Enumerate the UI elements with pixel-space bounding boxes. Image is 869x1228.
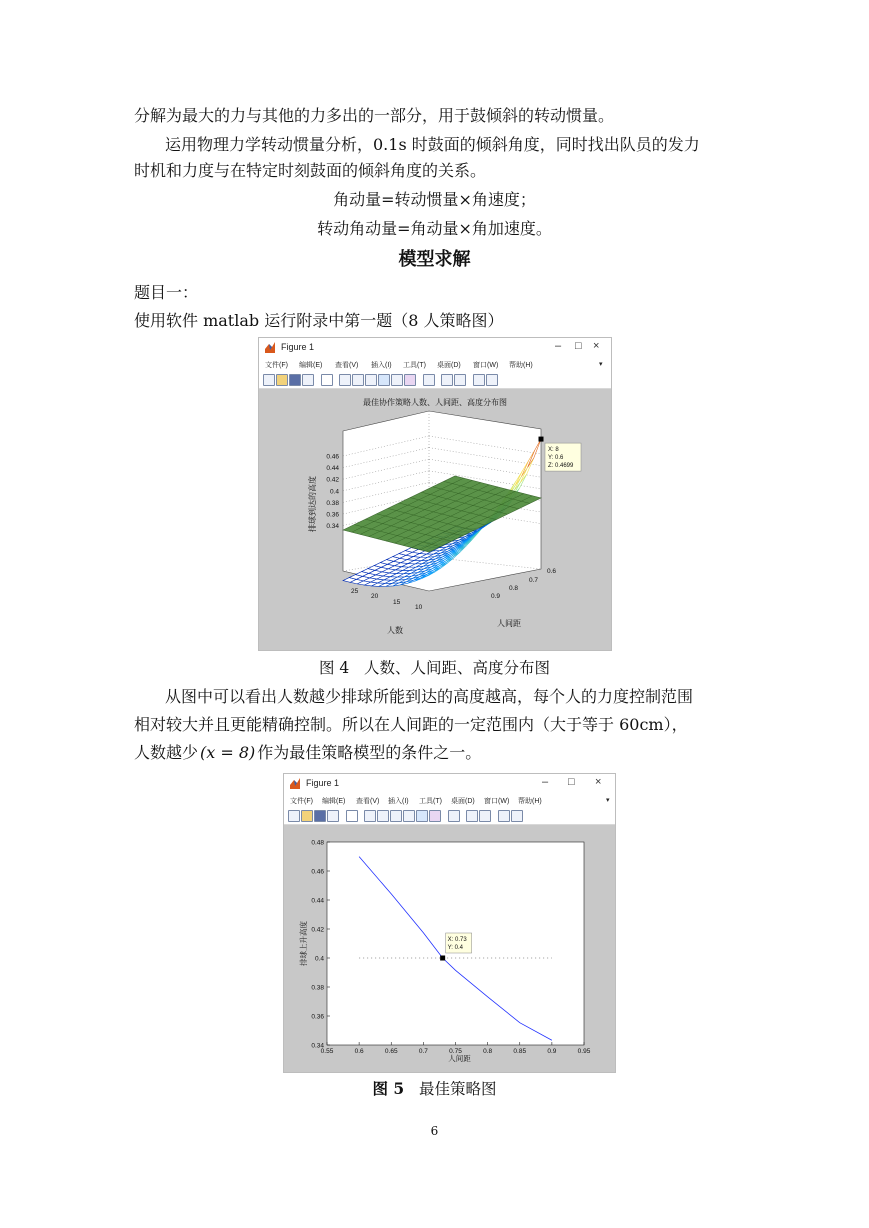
show-plot-tools-icon[interactable] — [511, 810, 523, 822]
legend-icon[interactable] — [479, 810, 491, 822]
figure5-menubar — [284, 794, 615, 808]
y-tick-label: 0.38 — [311, 984, 324, 992]
line-chart — [284, 825, 615, 1072]
y-tick-label: 0.42 — [311, 926, 324, 934]
menu-window[interactable]: 窗口(W) — [473, 362, 499, 369]
new-figure-icon[interactable] — [288, 810, 300, 822]
hide-plot-tools-icon[interactable] — [498, 810, 510, 822]
paragraph-text: 作为最佳策略模型的条件之一。 — [257, 743, 482, 762]
figure5-window — [283, 773, 616, 1073]
x-tick-label: 0.7 — [418, 1048, 428, 1055]
figure4-caption-text: 人数、人间距、高度分布图 — [364, 659, 551, 677]
menu-file[interactable]: 文件(F) — [290, 798, 313, 805]
minimize-button[interactable]: – — [542, 776, 549, 788]
formula-line: 角动量=转动惯量×角速度； — [333, 190, 536, 209]
datatip-label: X: 8 — [548, 447, 559, 454]
figure4-canvas — [259, 389, 611, 650]
datatip-label: X: 0.73 — [447, 937, 467, 943]
y-tick-label: 0.34 — [311, 1042, 324, 1050]
y-tick-label: 25 — [351, 588, 359, 595]
menu-insert[interactable]: 插入(I) — [388, 798, 409, 805]
y-tick-label: 0.44 — [311, 897, 324, 905]
zoom-out-icon[interactable] — [377, 810, 389, 822]
question-label: 题目一： — [134, 283, 199, 302]
y-tick-label: 15 — [393, 599, 401, 606]
figure5-toolbar — [284, 808, 615, 825]
matlab-logo-icon — [290, 778, 300, 789]
x-tick-label: 0.55 — [320, 1048, 334, 1055]
rotate-icon[interactable] — [403, 810, 415, 822]
x-tick-label: 0.6 — [547, 568, 557, 575]
paragraph-line: 运用物理力学转动惯量分析，0.1s 时鼓面的倾斜角度，同时找出队员的发力 — [165, 135, 700, 154]
z-tick-label: 0.46 — [326, 453, 339, 461]
x-tick-label: 0.9 — [547, 1048, 557, 1055]
print-icon[interactable] — [302, 374, 314, 386]
datatip-label: Y: 0.4 — [447, 945, 464, 951]
menu-edit[interactable]: 编辑(E) — [299, 362, 323, 369]
datatip-label: Z: 0.4699 — [548, 463, 574, 470]
menu-desktop[interactable]: 桌面(D) — [437, 362, 461, 369]
paragraph-line: 分解为最大的力与其他的力多出的一部分，用于鼓倾斜的转动惯量。 — [134, 106, 615, 125]
pan-icon[interactable] — [390, 810, 402, 822]
print-icon[interactable] — [327, 810, 339, 822]
z-tick-label: 0.4 — [329, 488, 339, 496]
paragraph-line: 时机和力度与在特定时刻鼓面的倾斜角度的关系。 — [134, 161, 487, 180]
page-number: 6 — [430, 1124, 439, 1138]
new-figure-icon[interactable] — [263, 374, 275, 386]
paragraph-line — [134, 742, 481, 764]
figure5-caption — [0, 1078, 869, 1100]
menu-window[interactable]: 窗口(W) — [484, 798, 510, 805]
figure5-caption-number: 图 5 — [372, 1079, 405, 1098]
datatip-marker — [539, 437, 544, 442]
math-expression: (x = 8) — [200, 743, 256, 762]
figure4-caption-number: 图 4 — [318, 659, 350, 677]
figure4-title: Figure 1 — [281, 342, 315, 352]
menu-edit[interactable]: 编辑(E) — [322, 798, 346, 805]
x-tick-label: 0.65 — [384, 1048, 398, 1055]
menu-tools[interactable]: 工具(T) — [403, 362, 426, 369]
x-tick-label: 0.9 — [491, 593, 501, 600]
menu-tools[interactable]: 工具(T) — [419, 798, 442, 805]
close-button[interactable]: × — [595, 776, 602, 788]
figure5-caption-text: 最佳策略图 — [418, 1080, 497, 1098]
question-description: 使用软件 matlab 运行附录中第一题（8 人策略图） — [134, 311, 504, 330]
x-tick-label: 0.8 — [483, 1048, 493, 1055]
datatip-label: Y: 0.6 — [548, 455, 564, 462]
maximize-button[interactable]: □ — [575, 340, 582, 352]
z-tick-label: 0.42 — [326, 476, 339, 484]
colorbar-icon[interactable] — [466, 810, 478, 822]
link-icon[interactable] — [448, 810, 460, 822]
menu-view[interactable]: 查看(V) — [335, 362, 359, 369]
datatip-marker — [440, 956, 445, 961]
z-tick-label: 0.34 — [326, 523, 339, 531]
y-tick-label: 0.46 — [311, 868, 324, 876]
x-tick-label: 0.8 — [509, 585, 519, 592]
brush-icon[interactable] — [429, 810, 441, 822]
maximize-button[interactable]: □ — [568, 776, 575, 788]
y-axis-label: 人数 — [387, 626, 403, 635]
open-file-icon[interactable] — [276, 374, 288, 386]
save-icon[interactable] — [289, 374, 301, 386]
figure4-caption — [0, 657, 869, 679]
brush-icon[interactable] — [404, 374, 416, 386]
menu-insert[interactable]: 插入(I) — [371, 362, 392, 369]
zoom-out-icon[interactable] — [352, 374, 364, 386]
figure4-titlebar — [259, 338, 611, 358]
formula-line: 转动角动量=角动量×角加速度。 — [317, 219, 552, 238]
y-tick-label: 0.36 — [311, 1013, 324, 1021]
x-tick-label: 0.75 — [449, 1048, 462, 1055]
menu-file[interactable]: 文件(F) — [265, 362, 288, 369]
figure5-canvas — [284, 825, 615, 1072]
x-tick-label: 0.85 — [513, 1048, 527, 1055]
x-tick-label: 0.95 — [577, 1048, 591, 1055]
zoom-in-icon[interactable] — [339, 374, 351, 386]
menu-help[interactable]: 帮助(H) — [518, 798, 542, 805]
z-tick-label: 0.44 — [326, 465, 339, 473]
show-plot-tools-icon[interactable] — [486, 374, 498, 386]
chart-title: 最佳协作策略人数、人间距、高度分布图 — [363, 398, 507, 407]
figure4-menubar — [259, 358, 611, 372]
z-tick-label: 0.36 — [326, 511, 339, 519]
z-tick-label: 0.38 — [326, 499, 339, 507]
figure4-window — [258, 337, 612, 651]
pan-icon[interactable] — [365, 374, 377, 386]
link-icon[interactable] — [423, 374, 435, 386]
y-tick-label: 20 — [371, 593, 379, 600]
rotate-icon[interactable] — [378, 374, 390, 386]
x-tick-label: 0.7 — [529, 577, 539, 584]
x-axis-label: 人间距 — [448, 1054, 471, 1063]
zoom-in-icon[interactable] — [364, 810, 376, 822]
menu-view[interactable]: 查看(V) — [356, 798, 380, 805]
x-axis-label: 人间距 — [497, 619, 521, 628]
menu-help[interactable]: 帮助(H) — [509, 362, 533, 369]
menu-overflow-icon[interactable]: ▾ — [599, 361, 603, 368]
y-tick-label: 10 — [415, 604, 423, 611]
figure4-toolbar — [259, 372, 611, 389]
section-title: 模型求解 — [398, 249, 471, 270]
y-tick-label: 0.4 — [314, 955, 324, 963]
y-tick-label: 0.48 — [311, 839, 324, 847]
y-axis-label: 排球上升高度 — [299, 921, 308, 966]
pointer-icon[interactable] — [321, 374, 333, 386]
colorbar-icon[interactable] — [441, 374, 453, 386]
datatip-icon[interactable] — [391, 374, 403, 386]
close-button[interactable]: × — [593, 340, 600, 352]
surface-chart — [259, 389, 611, 650]
minimize-button[interactable]: – — [555, 340, 562, 352]
paragraph-line: 相对较大并且更能精确控制。所以在人间距的一定范围内（大于等于 60cm）， — [134, 715, 688, 734]
paragraph-text: 人数越少 — [134, 743, 199, 762]
datatip-icon[interactable] — [416, 810, 428, 822]
figure5-title: Figure 1 — [306, 778, 340, 788]
save-icon[interactable] — [314, 810, 326, 822]
paragraph-line: 从图中可以看出人数越少排球所能到达的高度越高，每个人的力度控制范围 — [165, 687, 694, 706]
legend-icon[interactable] — [454, 374, 466, 386]
x-tick-label: 0.6 — [354, 1048, 364, 1055]
figure5-titlebar — [284, 774, 615, 794]
matlab-logo-icon — [265, 342, 275, 353]
menu-desktop[interactable]: 桌面(D) — [451, 798, 475, 805]
z-axis-label: 排球到达的高度 — [308, 476, 317, 532]
hide-plot-tools-icon[interactable] — [473, 374, 485, 386]
pointer-icon[interactable] — [346, 810, 358, 822]
open-file-icon[interactable] — [301, 810, 313, 822]
menu-overflow-icon[interactable]: ▾ — [606, 797, 610, 804]
